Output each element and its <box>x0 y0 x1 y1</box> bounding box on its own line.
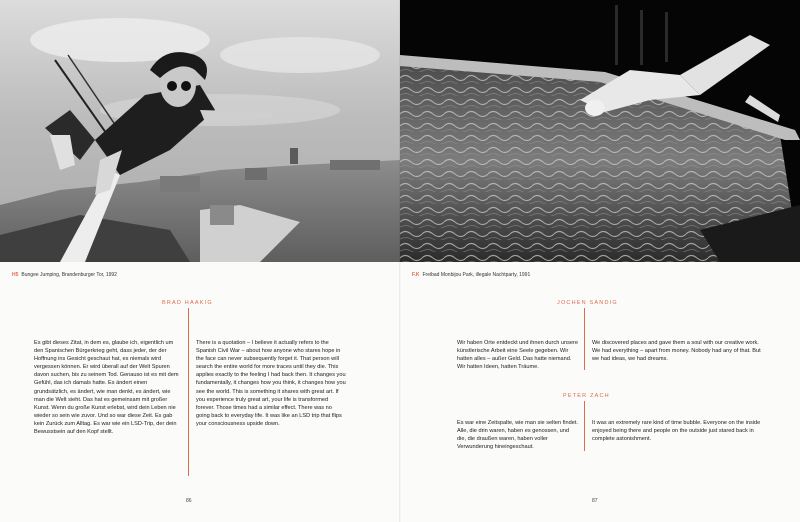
left-caption-text: Bungee Jumping, Brandenburger Tor, 1992 <box>21 272 117 278</box>
speaker-name-peter: PETER ZACH <box>563 393 610 399</box>
night-pool-photo <box>400 0 800 262</box>
quote-german-left: Es gibt dieses Zitat, in dem es, glaube ich, eigentlich um den Spanischen Bürgerkrieg geht, dass jeder, der der Hoffnung ins Gesicht geschaut hat, es niemals wird vergessen können. Er wird überall auf der Welt Spuren davon suchen, bis zu seinem Tod. Genauso ist es mit dem Gefühl, das ich damals hatte. Es ändert einen grundsätzlich, es ändert, wie man denkt, es ändert, wie man die Welt sieht. Das hat es gemeinsam mit großer Kunst. Wenn du große Kunst erlebst, wird dein Leben nie wieder so sein wie zuvor. Und so war diese Zeit. Es gab kein Zurück zum Alltag. Es war wie ein LSD-Trip, der dein Bewusstsein auf den Kopf stellt. <box>34 340 179 436</box>
left-photo-caption <box>12 272 117 278</box>
quote-german-peter: Es war eine Zeitspalte, wie man sie selten findet. Alle, die drin waren, haben es genossen, und die, die draußen waren, haben voller Verwunderung hineingeschaut. <box>457 420 578 451</box>
quote-english-peter: It was an extremely rare kind of time bubble. Everyone on the inside enjoyed being there and people on the outside just stared back in complete astonishment. <box>592 420 761 443</box>
speaker-divider-jochen <box>584 308 585 370</box>
speaker-divider-peter <box>584 401 585 451</box>
speaker-divider-left <box>188 308 189 476</box>
right-photo-caption <box>412 272 530 278</box>
page-gutter <box>399 0 401 522</box>
quote-german-jochen: Wir haben Orte entdeckt und ihnen durch unsere künstlerische Arbeit eine Seele gegeben. Wir hatten alles – außer Geld. Das hatte niemand. Wir hatten Ideen, hatten Träume. <box>457 340 578 371</box>
right-caption-text: Freibad Monbijou Park, illegale Nachtparty, 1991 <box>422 272 531 278</box>
quote-english-left: There is a quotation – I believe it actually refers to the Spanish Civil War – about how anyone who stares hope in the face can never subsequently forget it. That person will search the entire world for more traces until they die. This applies exactly to the feeling I had back then. It changes you fundamentally, it changes how you think, it changes how you see the world. This is something it shares with great art. If you experience truly great art, your life is transformed forever. Those times had a similar effect. There was no going back to everyday life. It was like an LSD trip that flips your consciousness upside down. <box>196 340 346 427</box>
speaker-name-left: BRAD HAAKIG <box>162 300 213 306</box>
right-caption-tag: F.K <box>412 272 420 278</box>
quote-english-jochen: We discovered places and gave them a soul with our creative work. We had everything – apart from money. Nobody had any of that. But we had ideas, we had dreams. <box>592 340 761 363</box>
page-number-right: 87 <box>592 498 598 504</box>
page-number-left: 86 <box>186 498 192 504</box>
left-caption-tag: H5 <box>12 272 19 278</box>
bungee-jump-photo <box>0 0 400 262</box>
speaker-name-jochen: JOCHEN SANDIG <box>557 300 618 306</box>
